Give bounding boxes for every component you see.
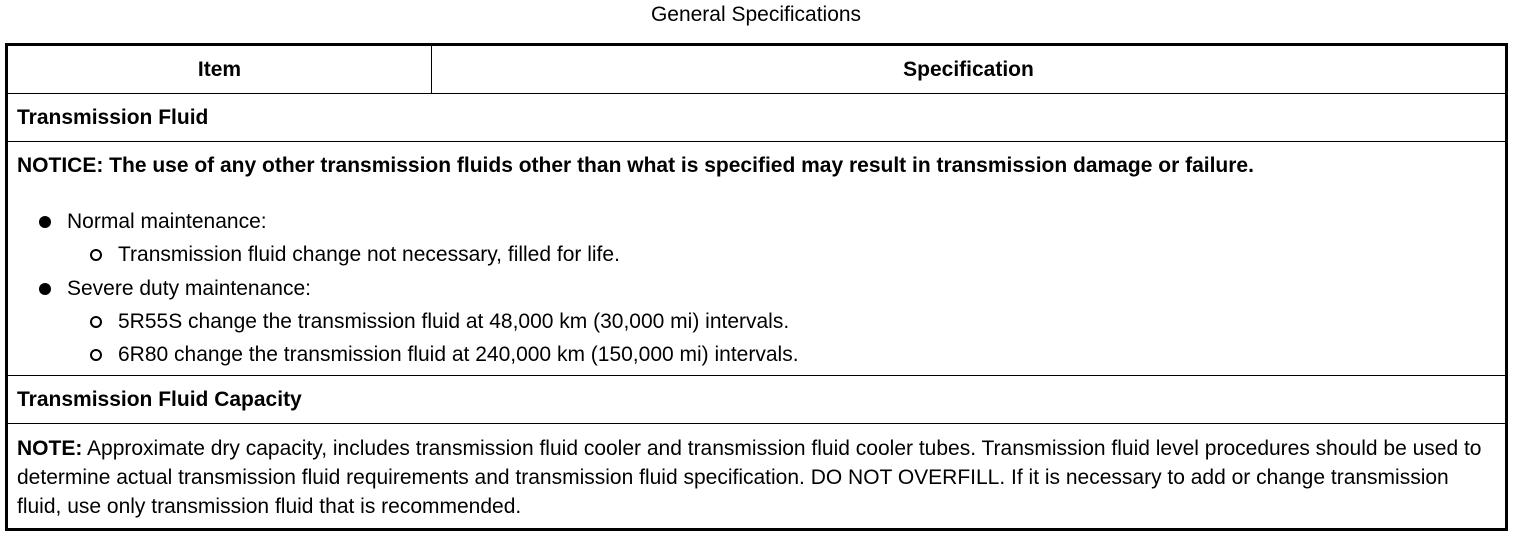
note-text: Approximate dry capacity, includes transmission fluid cooler and transmission fluid cooler tubes. Transmission fluid level procedures should be used to determine actual transmission fluid requirements and transmission fluid specification. DO NOT OVERFILL. If it is necessary to add or change transmission fluid, use only transmission fluid that is recommended.: [17, 437, 1482, 518]
column-header-specification: Specification: [903, 57, 1034, 81]
specifications-table: [5, 43, 1508, 531]
sub-list-item: [118, 310, 789, 334]
filled-bullet-icon: [39, 283, 51, 295]
note-block: [8, 424, 1505, 528]
column-header-item: Item: [8, 46, 432, 93]
table-header-row: [8, 46, 1505, 94]
note-label: NOTE:: [17, 437, 83, 460]
list-item: [67, 277, 311, 301]
notice-block: [8, 142, 1505, 376]
section-title-text: Transmission Fluid: [17, 105, 209, 129]
section-title-transmission-fluid: [8, 94, 1505, 142]
sub-list-item-text: 6R80 change the transmission fluid at 240,000 km (150,000 mi) intervals.: [118, 343, 799, 366]
sub-list-item-text: 5R55S change the transmission fluid at 48,000 km (30,000 mi) intervals.: [118, 310, 790, 333]
sub-list-item: [118, 243, 620, 267]
hollow-bullet-icon: [90, 316, 102, 328]
list-item-label: Severe duty maintenance:: [67, 277, 311, 300]
hollow-bullet-icon: [90, 249, 102, 261]
list-item: [67, 210, 267, 234]
section-title-transmission-fluid-capacity: [8, 376, 1505, 424]
notice-text: NOTICE: The use of any other transmission fluids other than what is specified may result in transmission damage or failure.: [17, 154, 1254, 177]
list-item-label: Normal maintenance:: [67, 210, 267, 233]
sub-list-item-text: Transmission fluid change not necessary, filled for life.: [118, 243, 620, 266]
table-caption: General Specifications: [650, 3, 862, 26]
sub-list-item: [118, 343, 799, 367]
section-title-text: Transmission Fluid Capacity: [17, 387, 302, 411]
filled-bullet-icon: [39, 216, 51, 228]
hollow-bullet-icon: [90, 349, 102, 361]
